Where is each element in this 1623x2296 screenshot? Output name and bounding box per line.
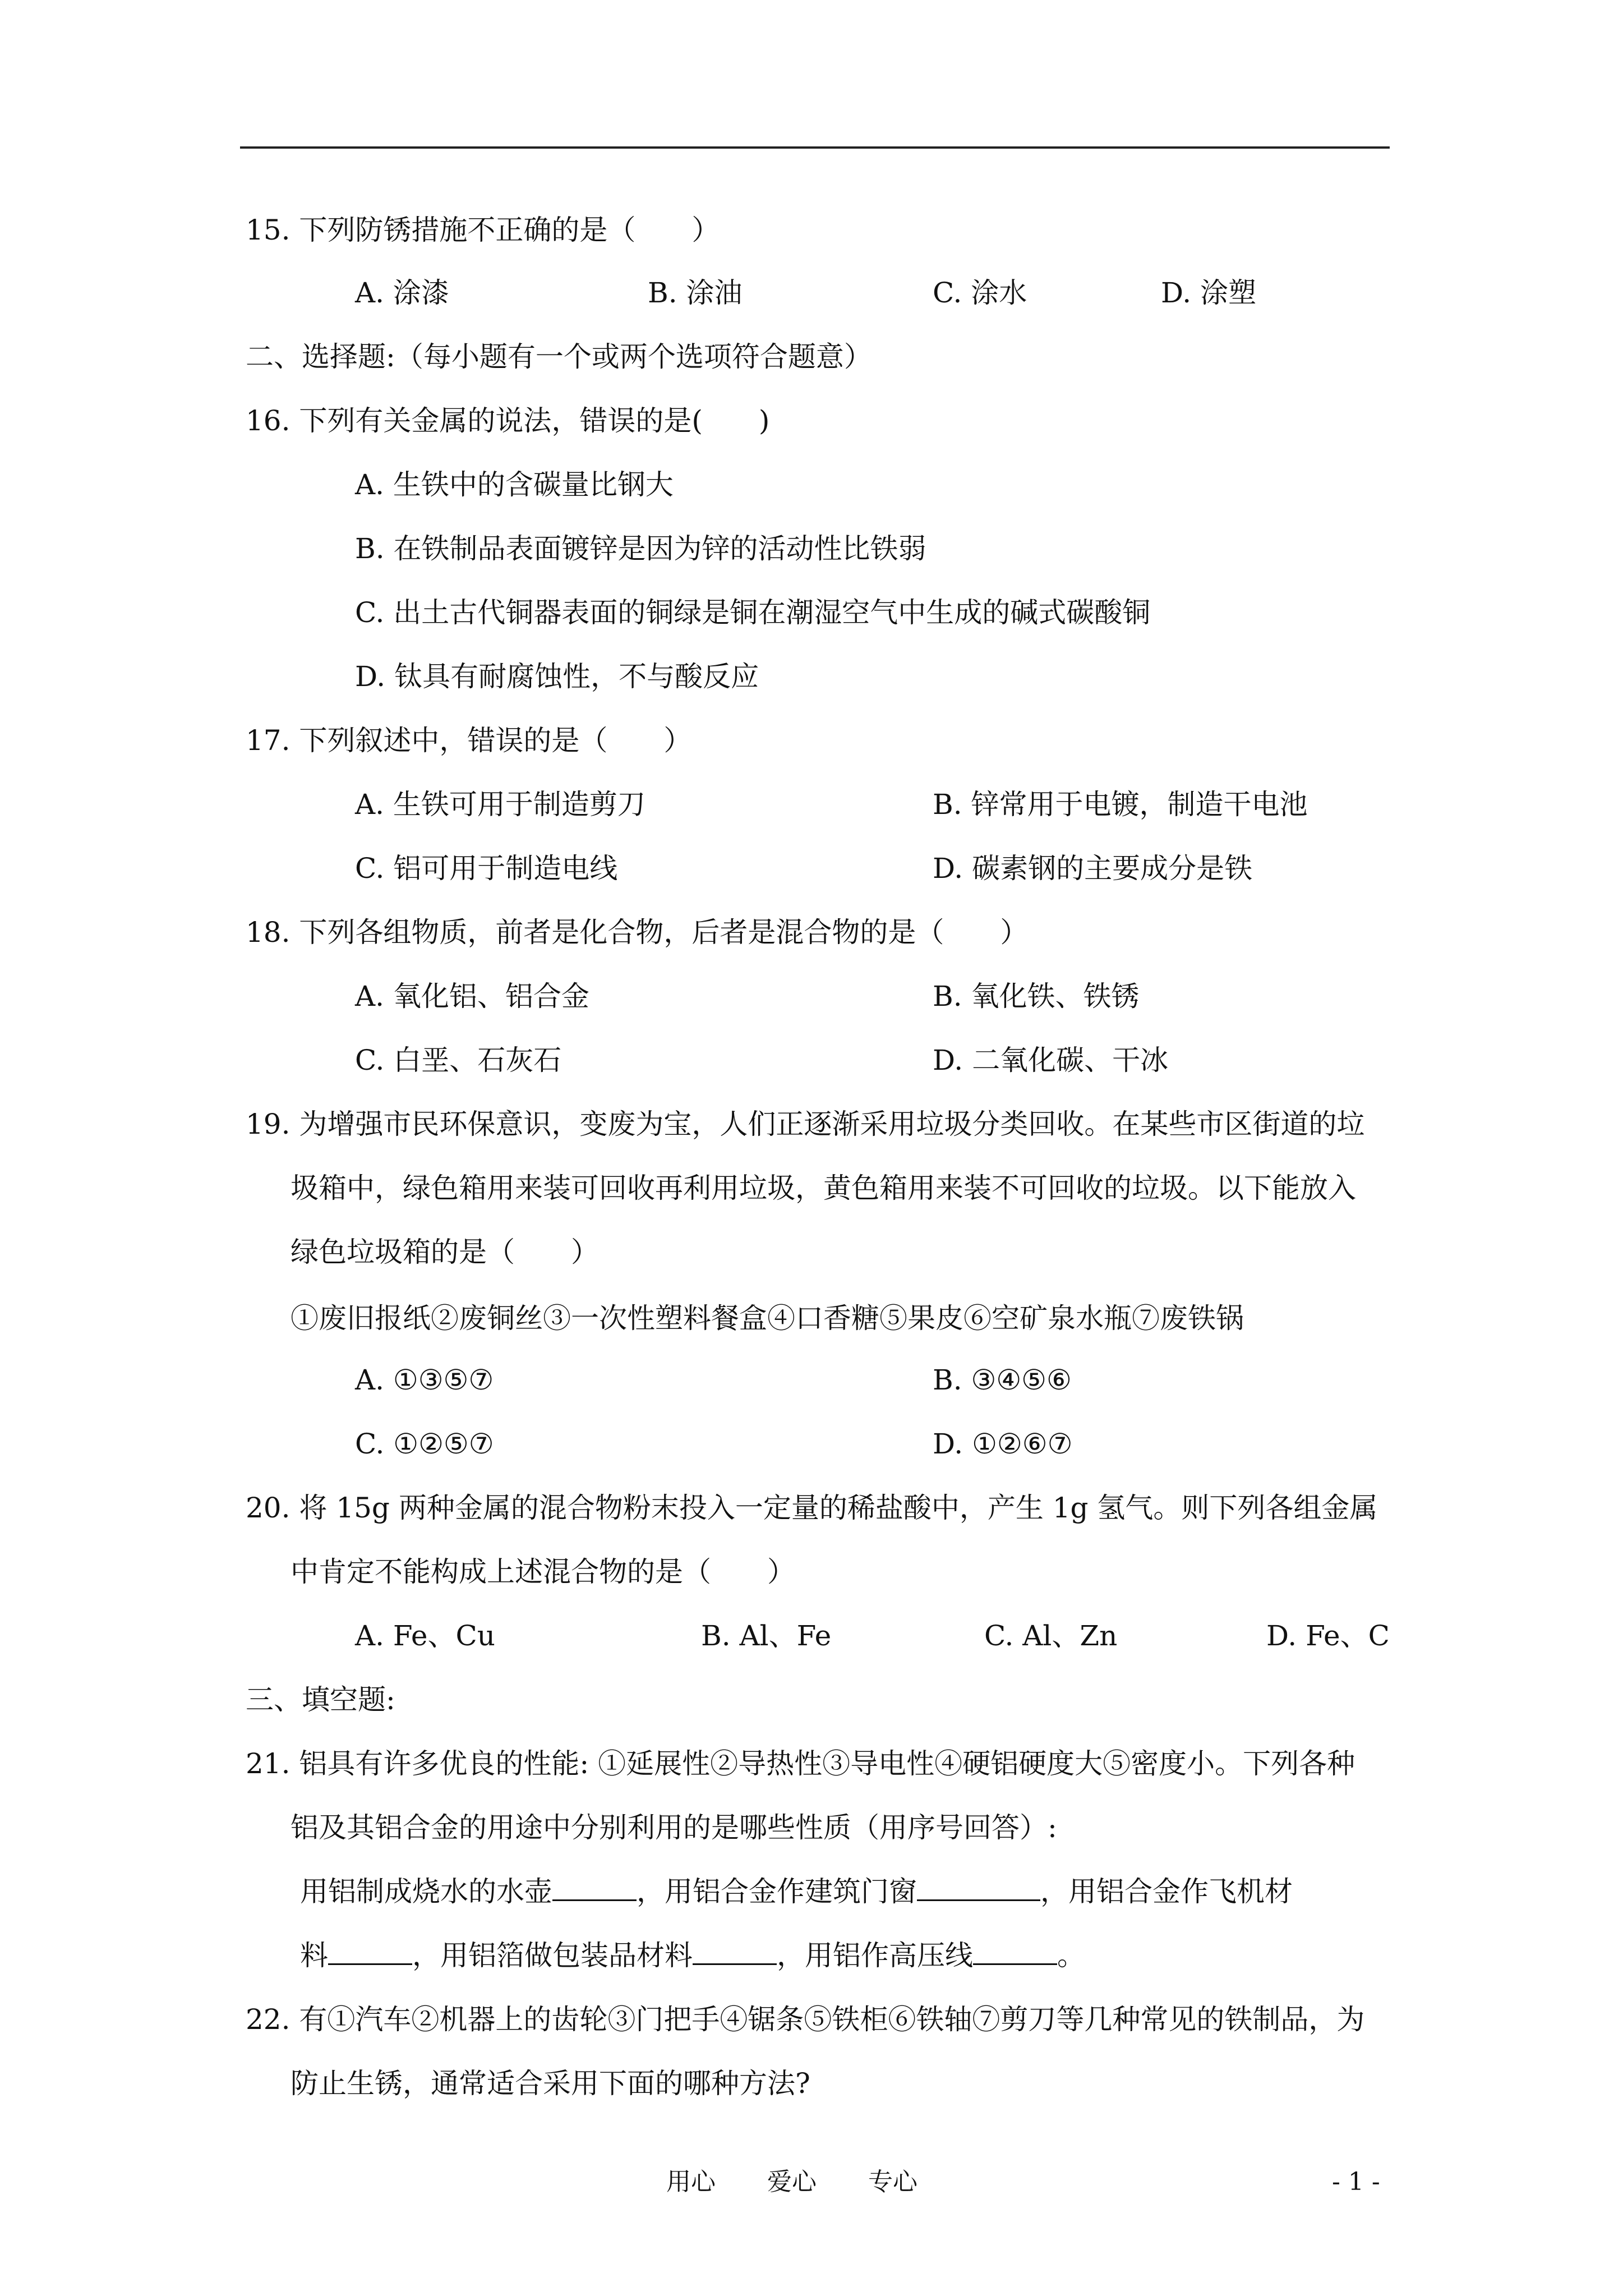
- answer-blank-window[interactable]: [917, 1875, 1040, 1901]
- q16-stem: 16. 下列有关金属的说法，错误的是( ): [246, 404, 770, 437]
- answer-blank-foil[interactable]: [693, 1939, 777, 1965]
- q19-option-c: C. ①②⑤⑦: [355, 1428, 494, 1460]
- q17-option-a: A. 生铁可用于制造剪刀: [355, 788, 645, 821]
- page-number: - 1 -: [1332, 2168, 1380, 2196]
- q21-stem-line1: 21. 铝具有许多优良的性能: ①延展性②导热性③导电性④硬铝硬度大⑤密度小。下列各种: [246, 1747, 1355, 1780]
- q21-fill-line1: [300, 1875, 1293, 1908]
- q22-stem-line2: 防止生锈，通常适合采用下面的哪种方法?: [291, 2067, 810, 2100]
- q21-text-period: 。: [1057, 1939, 1085, 1972]
- q18-option-b: B. 氧化铁、铁锈: [933, 980, 1140, 1013]
- q21-fill-line2: [300, 1939, 1085, 1972]
- q19-option-b: B. ③④⑤⑥: [933, 1364, 1072, 1396]
- q19-stem-line1: 19. 为增强市民环保意识，变废为宝，人们正逐渐采用垃圾分类回收。在某些市区街道的垃: [246, 1108, 1365, 1140]
- answer-blank-wire[interactable]: [973, 1939, 1057, 1965]
- q19-stem-line2: 圾箱中，绿色箱用来装可回收再利用垃圾，黄色箱用来装不可回收的垃圾。以下能放入: [291, 1172, 1356, 1204]
- q21-text-foil: ，用铝箔做包装品材料: [412, 1939, 693, 1972]
- q18-option-d: D. 二氧化碳、干冰: [933, 1044, 1169, 1076]
- q15-option-c: C. 涂水: [933, 277, 1027, 309]
- q20-stem-line1: 20. 将 15g 两种金属的混合物粉末投入一定量的稀盐酸中，产生 1g 氢气。则下列各组金属: [246, 1492, 1378, 1524]
- answer-blank-kettle[interactable]: [552, 1875, 637, 1901]
- q15-option-b: B. 涂油: [648, 277, 743, 309]
- q19-items: ①废旧报纸②废铜丝③一次性塑料餐盒④口香糖⑤果皮⑥空矿泉水瓶⑦废铁锅: [291, 1302, 1244, 1335]
- q15-stem: 15. 下列防锈措施不正确的是（ ）: [246, 214, 720, 246]
- q20-option-a: A. Fe、Cu: [355, 1619, 495, 1652]
- q21-text-kettle: 用铝制成烧水的水壶: [300, 1875, 552, 1908]
- q22-stem-line1: 22. 有①汽车②机器上的齿轮③门把手④锯条⑤铁柜⑥铁轴⑦剪刀等几种常见的铁制品，为: [246, 2003, 1365, 2036]
- q19-stem-line3: 绿色垃圾箱的是（ ）: [291, 1236, 599, 1268]
- footer-motto-3: 专心: [868, 2168, 917, 2196]
- q21-text-wire: ，用铝作高压线: [777, 1939, 973, 1972]
- q16-option-a: A. 生铁中的含碳量比钢大: [355, 468, 674, 501]
- q15-option-a: A. 涂漆: [355, 277, 449, 309]
- q18-option-c: C. 白垩、石灰石: [355, 1044, 562, 1076]
- q20-option-d: D. Fe、C: [1266, 1619, 1390, 1652]
- q20-option-c: C. Al、Zn: [984, 1619, 1118, 1652]
- q16-option-b: B. 在铁制品表面镀锌是因为锌的活动性比铁弱: [355, 532, 926, 565]
- footer-motto-2: 爱心: [767, 2168, 817, 2196]
- q17-option-c: C. 铝可用于制造电线: [355, 852, 618, 885]
- q20-stem-line2: 中肯定不能构成上述混合物的是（ ）: [291, 1556, 795, 1588]
- q21-stem-line2: 铝及其铝合金的用途中分别利用的是哪些性质（用序号回答）:: [291, 1811, 1057, 1844]
- q16-option-c: C. 出土古代铜器表面的铜绿是铜在潮湿空气中生成的碱式碳酸铜: [355, 596, 1151, 629]
- q17-stem: 17. 下列叙述中，错误的是（ ）: [246, 724, 692, 757]
- q15-option-d: D. 涂塑: [1161, 277, 1257, 309]
- q21-text-window: ，用铝合金作建筑门窗: [637, 1875, 917, 1908]
- section-heading-fill: 三、填空题:: [246, 1683, 395, 1716]
- q20-option-b: B. Al、Fe: [701, 1619, 832, 1652]
- q19-option-a: A. ①③⑤⑦: [355, 1364, 494, 1396]
- header-rule: [240, 146, 1390, 149]
- q18-option-a: A. 氧化铝、铝合金: [355, 980, 589, 1013]
- q17-option-d: D. 碳素钢的主要成分是铁: [933, 852, 1253, 885]
- footer-motto-1: 用心: [666, 2168, 716, 2196]
- q19-option-d: D. ①②⑥⑦: [933, 1428, 1073, 1460]
- q18-stem: 18. 下列各组物质，前者是化合物，后者是混合物的是（ ）: [246, 916, 1029, 949]
- q17-option-b: B. 锌常用于电镀，制造干电池: [933, 788, 1308, 821]
- q16-option-d: D. 钛具有耐腐蚀性，不与酸反应: [355, 660, 759, 693]
- section-heading-choice: 二、选择题:（每小题有一个或两个选项符合题意）: [246, 341, 872, 373]
- q21-text-material: 料: [300, 1939, 328, 1972]
- q21-text-aircraft: ，用铝合金作飞机材: [1040, 1875, 1293, 1908]
- answer-blank-aircraft[interactable]: [328, 1939, 412, 1965]
